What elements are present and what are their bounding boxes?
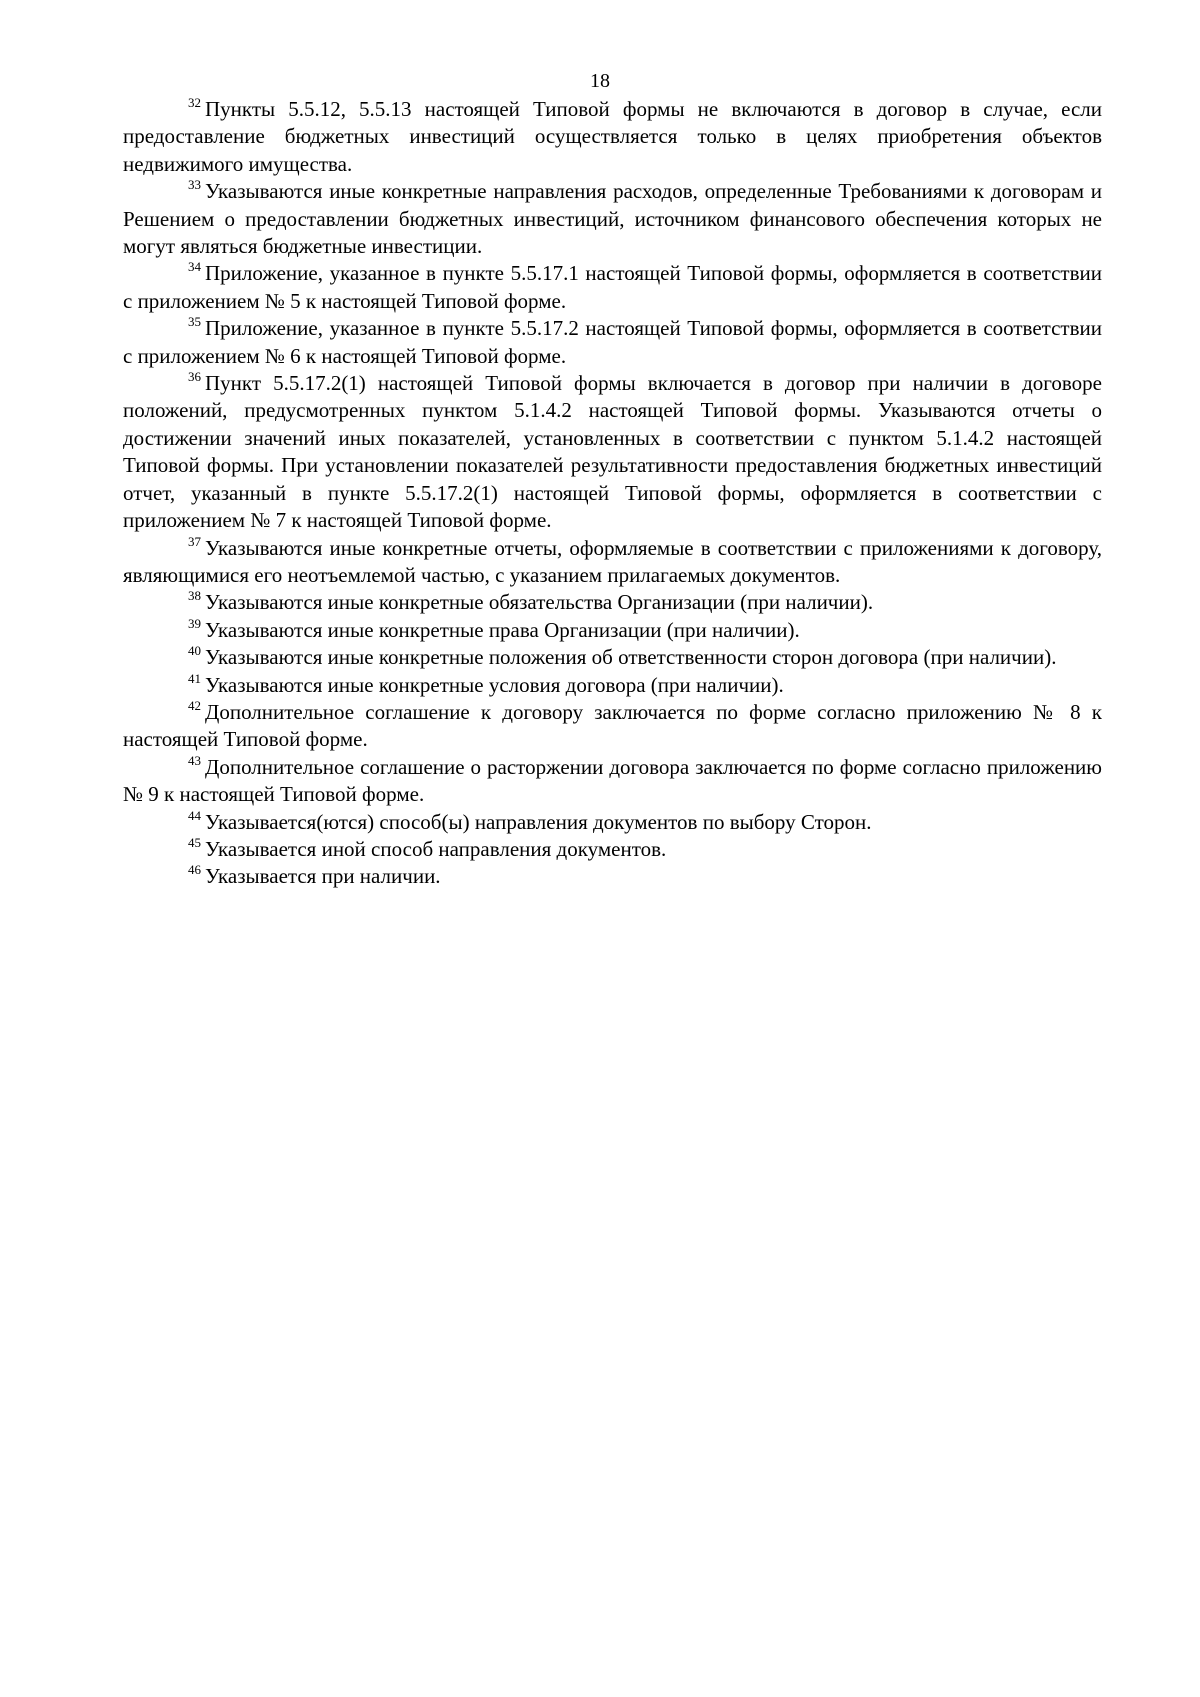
footnote-mark: 33	[188, 177, 201, 193]
footnote-text: Приложение, указанное в пункте 5.5.17.2 настоящей Типовой формы, оформляется в соответствии с приложением № 6 к настоящей Типовой форме.	[123, 316, 1102, 368]
footnote-mark: 34	[188, 259, 201, 275]
footnote-text: Указываются иные конкретные отчеты, оформляемые в соответствии с приложениями к договору, являющимися его неотъемлемой частью, с указанием прилагаемых документов.	[123, 535, 1102, 587]
footnote-text: Указывается иной способ направления документов.	[205, 836, 667, 861]
footnote-text: Указываются иные конкретные направления расходов, определенные Требованиями к договорам и Решением о предоставлении бюджетных инвестиций, источником финансового обеспечения которых не могут являться бюджетные инвестиции.	[123, 179, 1102, 259]
footnote-text: Дополнительное соглашение к договору заключается по форме согласно приложению № 8 к настоящей Типовой форме.	[123, 699, 1102, 752]
footnote-mark: 42	[188, 697, 201, 713]
footnote-34	[123, 260, 1102, 315]
page-number: 18	[590, 70, 610, 92]
footnote-mark: 37	[188, 533, 201, 549]
footnote-43	[123, 754, 1102, 809]
footnote-text: Указываются иные конкретные права Организации (при наличии).	[205, 617, 800, 642]
footnote-40	[123, 644, 1102, 671]
footnote-mark: 45	[188, 834, 201, 850]
footnote-36	[123, 370, 1102, 534]
footnote-text: Пункты 5.5.12, 5.5.13 настоящей Типовой формы не включаются в договор в случае, если предоставление бюджетных инвестиций осуществляется только в целях приобретения объектов недвижимого имущества.	[123, 97, 1102, 176]
footnote-mark: 43	[188, 752, 201, 768]
footnote-44	[123, 809, 1102, 836]
footnote-45	[123, 836, 1102, 863]
footnote-mark: 39	[188, 615, 201, 631]
footnote-32	[123, 96, 1102, 178]
footnote-mark: 38	[188, 588, 201, 604]
footnote-39	[123, 617, 1102, 644]
footnote-text: Указываются иные конкретные положения об ответственности сторон договора (при наличии).	[205, 645, 1057, 670]
footnote-text: Указываются иные конкретные обязательства Организации (при наличии).	[205, 590, 874, 615]
footnotes-list	[123, 96, 1102, 891]
footnote-42	[123, 699, 1102, 754]
footnote-mark: 44	[188, 807, 201, 823]
footnote-mark: 46	[188, 862, 201, 878]
footnote-text: Указывается при наличии.	[205, 864, 441, 889]
footnote-mark: 40	[188, 643, 201, 659]
footnote-38	[123, 589, 1102, 616]
footnote-41	[123, 672, 1102, 699]
footnote-35	[123, 315, 1102, 370]
footnote-mark: 35	[188, 314, 201, 330]
footnote-mark: 41	[188, 670, 201, 686]
footnote-text: Дополнительное соглашение о расторжении договора заключается по форме согласно приложению № 9 к настоящей Типовой форме.	[123, 754, 1102, 807]
footnote-mark: 36	[188, 369, 201, 385]
footnote-37	[123, 535, 1102, 590]
footnote-text: Пункт 5.5.17.2(1) настоящей Типовой формы включается в договор при наличии в договоре положений, предусмотренных пунктом 5.1.4.2 настоящей Типовой формы. Указываются отчеты о достижении значений иных показателей, установленных в соответствии с пунктом 5.1.4.2 настоящей Типовой формы. При установлении показателей результативности предоставления бюджетных инвестиций отчет, указанный в пункте 5.5.17.2(1) настоящей Типовой формы, оформляется в соответствии с приложением № 7 к настоящей Типовой форме.	[123, 371, 1102, 533]
footnote-text: Указывается(ются) способ(ы) направления документов по выбору Сторон.	[205, 809, 872, 834]
footnote-text: Приложение, указанное в пункте 5.5.17.1 настоящей Типовой формы, оформляется в соответствии с приложением № 5 к настоящей Типовой форме.	[123, 261, 1102, 313]
footnote-text: Указываются иные конкретные условия договора (при наличии).	[205, 672, 784, 697]
footnote-33	[123, 178, 1102, 260]
footnote-mark: 32	[188, 95, 201, 110]
footnote-46	[123, 863, 1102, 890]
